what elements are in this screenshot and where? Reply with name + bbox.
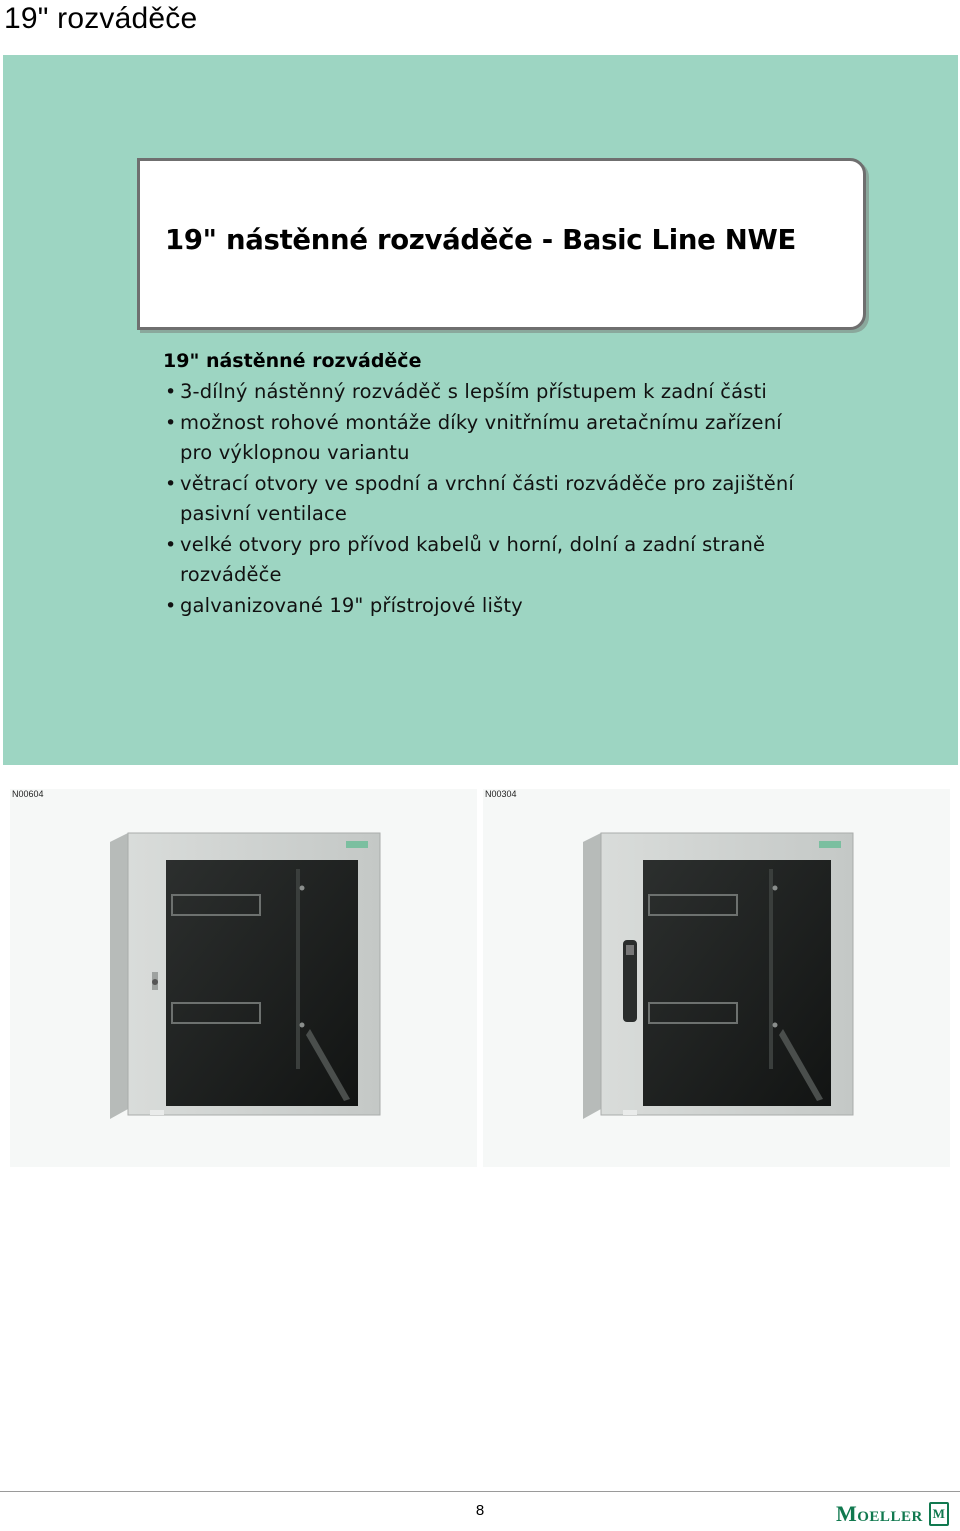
cabinet-image: [10, 789, 477, 1167]
list-item: • 3-dílný nástěnný rozváděč s lepším přístupem k zadní části: [163, 377, 853, 408]
photo-code: N00304: [485, 789, 517, 799]
photo-code: N00604: [12, 789, 44, 799]
feature-list: [163, 377, 853, 621]
feature-heading: 19" nástěnné rozváděče: [163, 350, 422, 372]
bullet-icon: •: [165, 411, 177, 434]
feature-list-section: [163, 346, 853, 621]
list-item: • větrací otvory ve spodní a vrchní části rozváděče pro zajištění pasivní ventilace: [163, 469, 853, 530]
page-title: 19" rozváděče: [4, 2, 198, 35]
brand-name: Moeller: [836, 1501, 923, 1526]
bullet-icon: •: [165, 594, 177, 617]
product-title: 19" nástěnné rozváděče - Basic Line NWE: [165, 224, 797, 256]
product-photo-n00604: [10, 789, 477, 1167]
bullet-icon: •: [165, 533, 177, 556]
page-number: 8: [475, 1502, 485, 1519]
bullet-icon: •: [165, 472, 177, 495]
list-item: • možnost rohové montáže díky vnitřnímu aretačnímu zařízení pro výklopnou variantu: [163, 408, 853, 469]
bullet-icon: •: [165, 381, 177, 403]
footer-divider: [0, 1491, 960, 1492]
list-item: • velké otvory pro přívod kabelů v horní, dolní a zadní straně rozváděče: [163, 530, 853, 591]
product-photo-n00304: [483, 789, 950, 1167]
product-title-box: [137, 158, 866, 330]
brand-logo: [836, 1499, 949, 1529]
brand-mark-icon: M: [929, 1502, 949, 1526]
page-header: [0, 0, 960, 52]
list-item: • galvanizované 19" přístrojové lišty: [163, 591, 853, 622]
cabinet-image: [483, 789, 950, 1167]
